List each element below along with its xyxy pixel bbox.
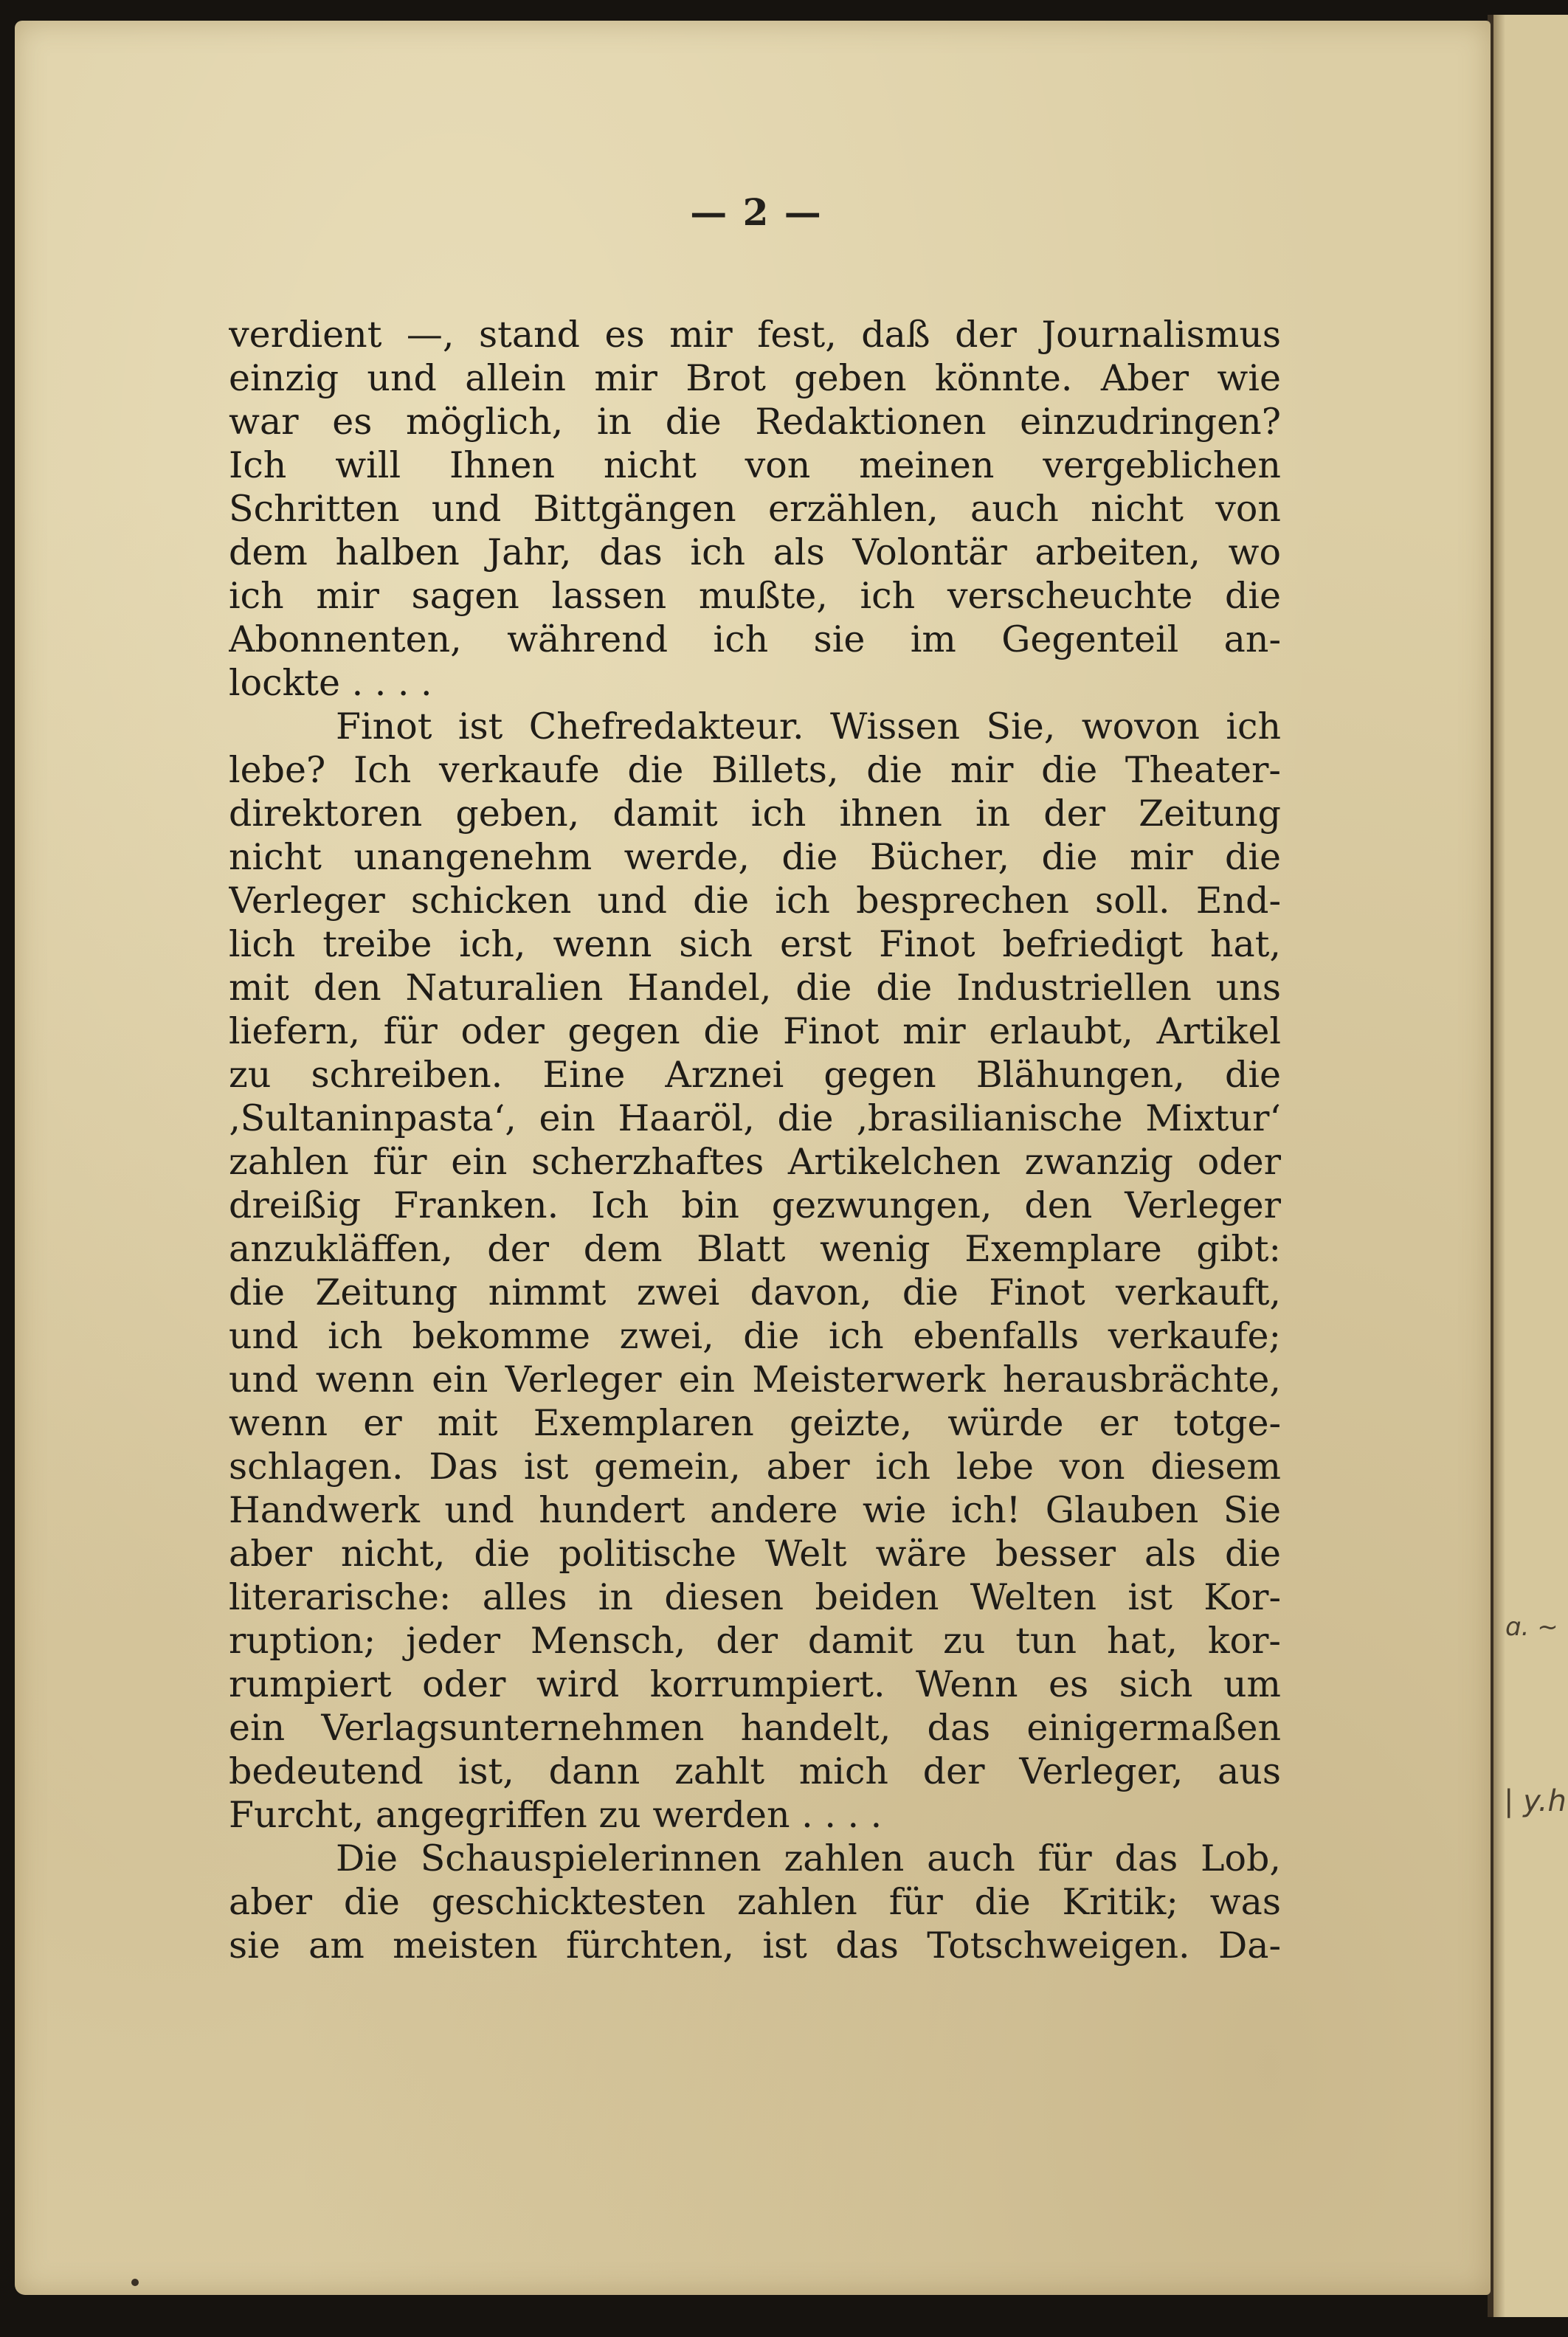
text-line: literarische: alles in diesen beiden Welten ist Kor- [229, 1576, 1281, 1618]
margin-note: ɑ. ~ [1505, 1612, 1558, 1642]
text-line: wenn er mit Exemplaren geizte, würde er totge- [229, 1402, 1281, 1444]
text-line: lebe? Ich verkaufe die Billets, die mir die Theater- [229, 749, 1281, 791]
text-line: ruption; jeder Mensch, der damit zu tun hat, kor- [229, 1620, 1281, 1662]
text-line: mit den Naturalien Handel, die die Industriellen uns [229, 967, 1281, 1009]
body-text [229, 313, 1281, 1967]
text-line: dreißig Franken. Ich bin gezwungen, den Verleger [229, 1184, 1281, 1226]
text-line: Finot ist Chefredakteur. Wissen Sie, wovon ich [336, 705, 1281, 748]
text-line: zu schreiben. Eine Arznei gegen Blähungen, die [229, 1054, 1281, 1096]
text-line: dem halben Jahr, das ich als Volontär arbeiten, wo [229, 531, 1281, 573]
text-line: verdient —, stand es mir fest, daß der Journalismus [229, 314, 1281, 356]
text-line: direktoren geben, damit ich ihnen in der Zeitung [229, 793, 1281, 835]
text-line: Die Schauspielerinnen zahlen auch für das Lob, [336, 1837, 1281, 1879]
next-page-edge [1492, 15, 1568, 2317]
text-line: lich treibe ich, wenn sich erst Finot befriedigt hat, [229, 923, 1281, 965]
text-line: schlagen. Das ist gemein, aber ich lebe von diesem [229, 1446, 1281, 1488]
text-line: zahlen für ein scherzhaftes Artikelchen zwanzig oder [229, 1141, 1281, 1183]
ink-speck [131, 2279, 139, 2286]
text-line: und ich bekomme zwei, die ich ebenfalls verkaufe; [229, 1315, 1281, 1357]
text-line: Furcht, angegriffen zu werden . . . . [229, 1794, 883, 1836]
text-line: aber nicht, die politische Welt wäre besser als die [229, 1533, 1281, 1575]
text-line: aber die geschicktesten zahlen für die Kritik; was [229, 1881, 1281, 1923]
text-line: nicht unangenehm werde, die Bücher, die mir die [229, 836, 1281, 878]
text-line: die Zeitung nimmt zwei davon, die Finot verkauft, [229, 1271, 1281, 1314]
text-line: liefern, für oder gegen die Finot mir erlaubt, Artikel [229, 1010, 1281, 1052]
text-line: ‚Sultaninpasta‘, ein Haaröl, die ‚brasilianische Mixtur‘ [229, 1097, 1281, 1139]
text-line: Ich will Ihnen nicht von meinen vergeblichen [229, 444, 1281, 486]
margin-note: | y.h [1504, 1784, 1567, 1818]
text-line: Schritten und Bittgängen erzählen, auch nicht von [229, 488, 1281, 530]
text-line: ein Verlagsunternehmen handelt, das einigermaßen [229, 1707, 1281, 1749]
text-line: Abonnenten, während ich sie im Gegenteil an- [229, 618, 1281, 660]
text-line: einzig und allein mir Brot geben könnte. Aber wie [229, 357, 1281, 399]
text-line: bedeutend ist, dann zahlt mich der Verleger, aus [229, 1750, 1281, 1792]
page-number: — 2 — [690, 190, 823, 234]
text-line: und wenn ein Verleger ein Meisterwerk herausbrächte, [229, 1359, 1281, 1401]
text-line: anzukläffen, der dem Blatt wenig Exemplare gibt: [229, 1228, 1281, 1270]
text-line: war es möglich, in die Redaktionen einzudringen? [229, 401, 1281, 443]
text-line: Handwerk und hundert andere wie ich! Glauben Sie [229, 1489, 1281, 1531]
text-line: ich mir sagen lassen mußte, ich verscheuchte die [229, 575, 1281, 617]
text-line: lockte . . . . [229, 662, 432, 704]
text-line: rumpiert oder wird korrumpiert. Wenn es sich um [229, 1663, 1281, 1705]
text-line: Verleger schicken und die ich besprechen soll. End- [229, 880, 1281, 922]
text-line: sie am meisten fürchten, ist das Totschweigen. Da- [229, 1925, 1281, 1967]
